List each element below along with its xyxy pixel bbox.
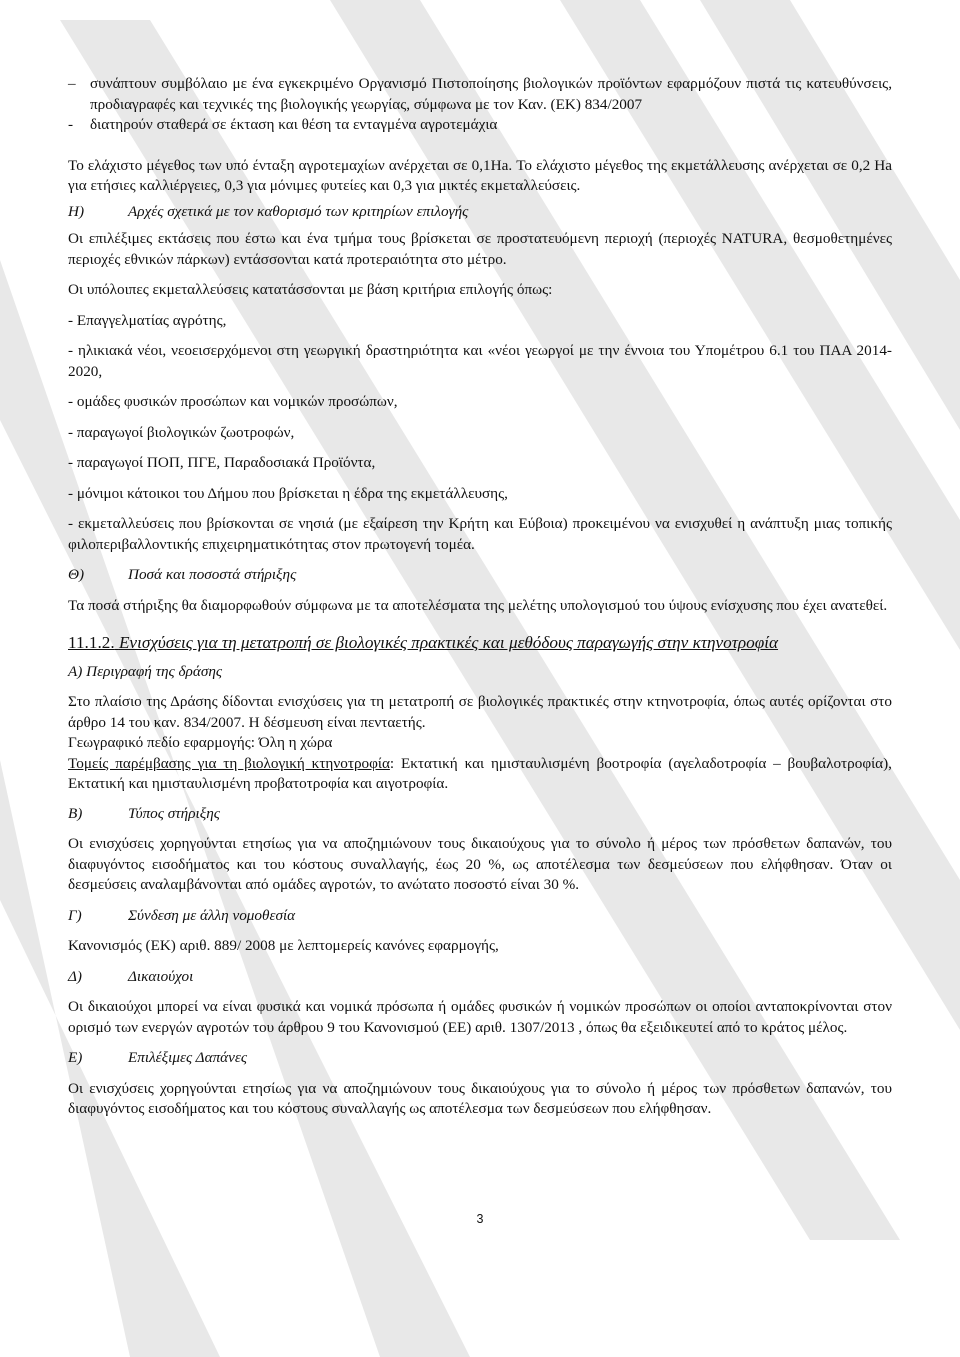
- heading-action-description: Α) Περιγραφή της δράσης: [68, 662, 223, 680]
- criteria-item: - Επαγγελματίας αγρότης,: [68, 311, 227, 329]
- paragraph-amounts: Τα ποσά στήριξης θα διαμορφωθούν σύμφωνα με τα αποτελέσματα της μελέτης υπολογισμού του ύψους ενίσχυσης που έχει ανατεθεί.: [68, 596, 888, 614]
- criteria-item: - μόνιμοι κάτοικοι του Δήμου που βρίσκεται η έδρα της εκμετάλλευσης,: [68, 484, 508, 502]
- heading-support-type: Β) Τύπος στήριξης: [68, 804, 220, 822]
- section-heading: 11.1.2. Ενισχύσεις για τη μετατροπή σε βιολογικές πρακτικές και μεθόδους παραγωγής στην κτηνοτροφία: [68, 633, 779, 652]
- paragraph-eligible-costs: Οι ενισχύσεις χορηγούνται ετησίως για να αποζημιώνουν τους δικαιούχους για το σύνολο ή μέρος των πρόσθετων δαπανών, του διαφυγόντος εισοδήματος και του κόστους συναλλαγής ως αποτέλεσμα των δεσμεύσεων που ελήφθησαν.: [68, 1079, 892, 1117]
- list-item: - διατηρούν σταθερά σε έκταση και θέση τα ενταγμένα αγροτεμάχια: [68, 116, 498, 133]
- criteria-item: - εκμεταλλεύσεις που βρίσκονται σε νησιά (με εξαίρεση την Κρήτη και Εύβοια) προκειμένου να ενισχυθεί η ανάπτυξη μιας τοπικής φιλοπεριβαλλοντικής επιχειρηματικότητας στον πρωτογενή τομέα.: [68, 515, 892, 553]
- heading-selection-criteria: Η) Αρχές σχετικά με τον καθορισμό των κριτηρίων επιλογής: [68, 202, 469, 220]
- criteria-item: - παραγωγοί ΠΟΠ, ΠΓΕ, Παραδοσιακά Προϊόντα,: [68, 454, 376, 471]
- heading-related-legislation: Γ) Σύνδεση με άλλη νομοθεσία: [68, 906, 296, 924]
- document-page: [68, 74, 892, 1120]
- heading-support-amounts: Θ) Ποσά και ποσοστά στήριξης: [68, 566, 297, 583]
- page-number: 3: [476, 1212, 484, 1226]
- criteria-item: - ηλικιακά νέοι, νεοεισερχόμενοι στη γεωργική δραστηριότητα και «νέοι γεωργοί με την έννοια του Υπομέτρου 6.1 του ΠΑΑ 2014-2020,: [68, 342, 892, 380]
- paragraph-intervention-sectors: Τομείς παρέμβασης για τη βιολογική κτηνοτροφία: Εκτατική και ημισταυλισμένη βοοτροφία (αγελαδοτροφία – βουβαλοτροφία), Εκτατική και ημισταυλισμένη προβατοτροφία και αιγοτροφία.: [68, 754, 892, 792]
- paragraph-geographic-scope: Γεωγραφικό πεδίο εφαρμογής: Όλη η χώρα: [68, 734, 333, 751]
- paragraph-min-size: Το ελάχιστο μέγεθος των υπό ένταξη αγροτεμαχίων ανέρχεται σε 0,1Ha. Το ελάχιστο μέγεθος της εκμετάλλευσης ανέρχεται σε 0,2 Ha για ετήσιες καλλιέργειες, 0,3 για μόνιμες φυτείες και 0,3 για μικτές εκμεταλλεύσεις.: [68, 156, 892, 194]
- paragraph-natura: Οι επιλέξιμες εκτάσεις που έστω και ένα τμήμα τους βρίσκεται σε προστατευόμενη περιοχή (περιοχές NATURA, θεσμοθετημένες περιοχές εθνικών πάρκων) εντάσσονται κατά προτεραιότητα στο μέτρο.: [68, 230, 892, 268]
- paragraph-other-farms: Οι υπόλοιπες εκμεταλλεύσεις κατατάσσονται με βάση κριτήρια επιλογής όπως:: [68, 281, 553, 298]
- paragraph-support-type: Οι ενισχύσεις χορηγούνται ετησίως για να αποζημιώνουν τους δικαιούχους για το σύνολο ή μέρος των πρόσθετων δαπανών, του διαφυγόντος εισοδήματος και του κόστους συναλλαγής, έως 20 %, ως αποτέλεσμα των δεσμεύσεων που ελήφθησαν. Όταν οι δεσμεύσεις αναλαμβάνονται από ομάδες αγροτών, το ανώτατο ποσοστό είναι 30 %.: [68, 835, 892, 893]
- criteria-item: - ομάδες φυσικών προσώπων και νομικών προσώπων,: [68, 393, 398, 410]
- list-item: – συνάπτουν συμβόλαιο με ένα εγκεκριμένο Οργανισμό Πιστοποίησης βιολογικών προϊόντων εφαρμόζουν πιστά τις κατευθύνσεις, προδιαγραφές και τεχνικές της βιολογικής γεωργίας, σύμφωνα με τον Καν. (ΕΚ) 834/2007: [68, 75, 892, 113]
- heading-beneficiaries: Δ) Δικαιούχοι: [68, 967, 194, 985]
- criteria-item: - παραγωγοί βιολογικών ζωοτροφών,: [68, 423, 295, 441]
- heading-eligible-costs: Ε) Επιλέξιμες Δαπάνες: [68, 1049, 248, 1066]
- paragraph-action-context: Στο πλαίσιο της Δράσης δίδονται ενισχύσεις για τη μετατροπή σε βιολογικές πρακτικές στην κτηνοτροφία, όπως αυτές ορίζονται στο άρθρο 14 του καν. 834/2007. Η δέσμευση είναι πενταετής.: [68, 693, 892, 731]
- paragraph-beneficiaries: Οι δικαιούχοι μπορεί να είναι φυσικά και νομικά πρόσωπα ή ομάδες φυσικών ή νομικών προσώπων οι οποίοι ανταποκρίνονται στον ορισμό των ενεργών αγροτών του άρθρου 9 του Κανονισμού (ΕΕ) αριθ. 1307/2013 , όπως θα εξειδικευτεί από το κράτος μέλος.: [68, 998, 892, 1036]
- paragraph-legislation: Κανονισμός (ΕΚ) αριθ. 889/ 2008 με λεπτομερείς κανόνες εφαρμογής,: [68, 937, 499, 954]
